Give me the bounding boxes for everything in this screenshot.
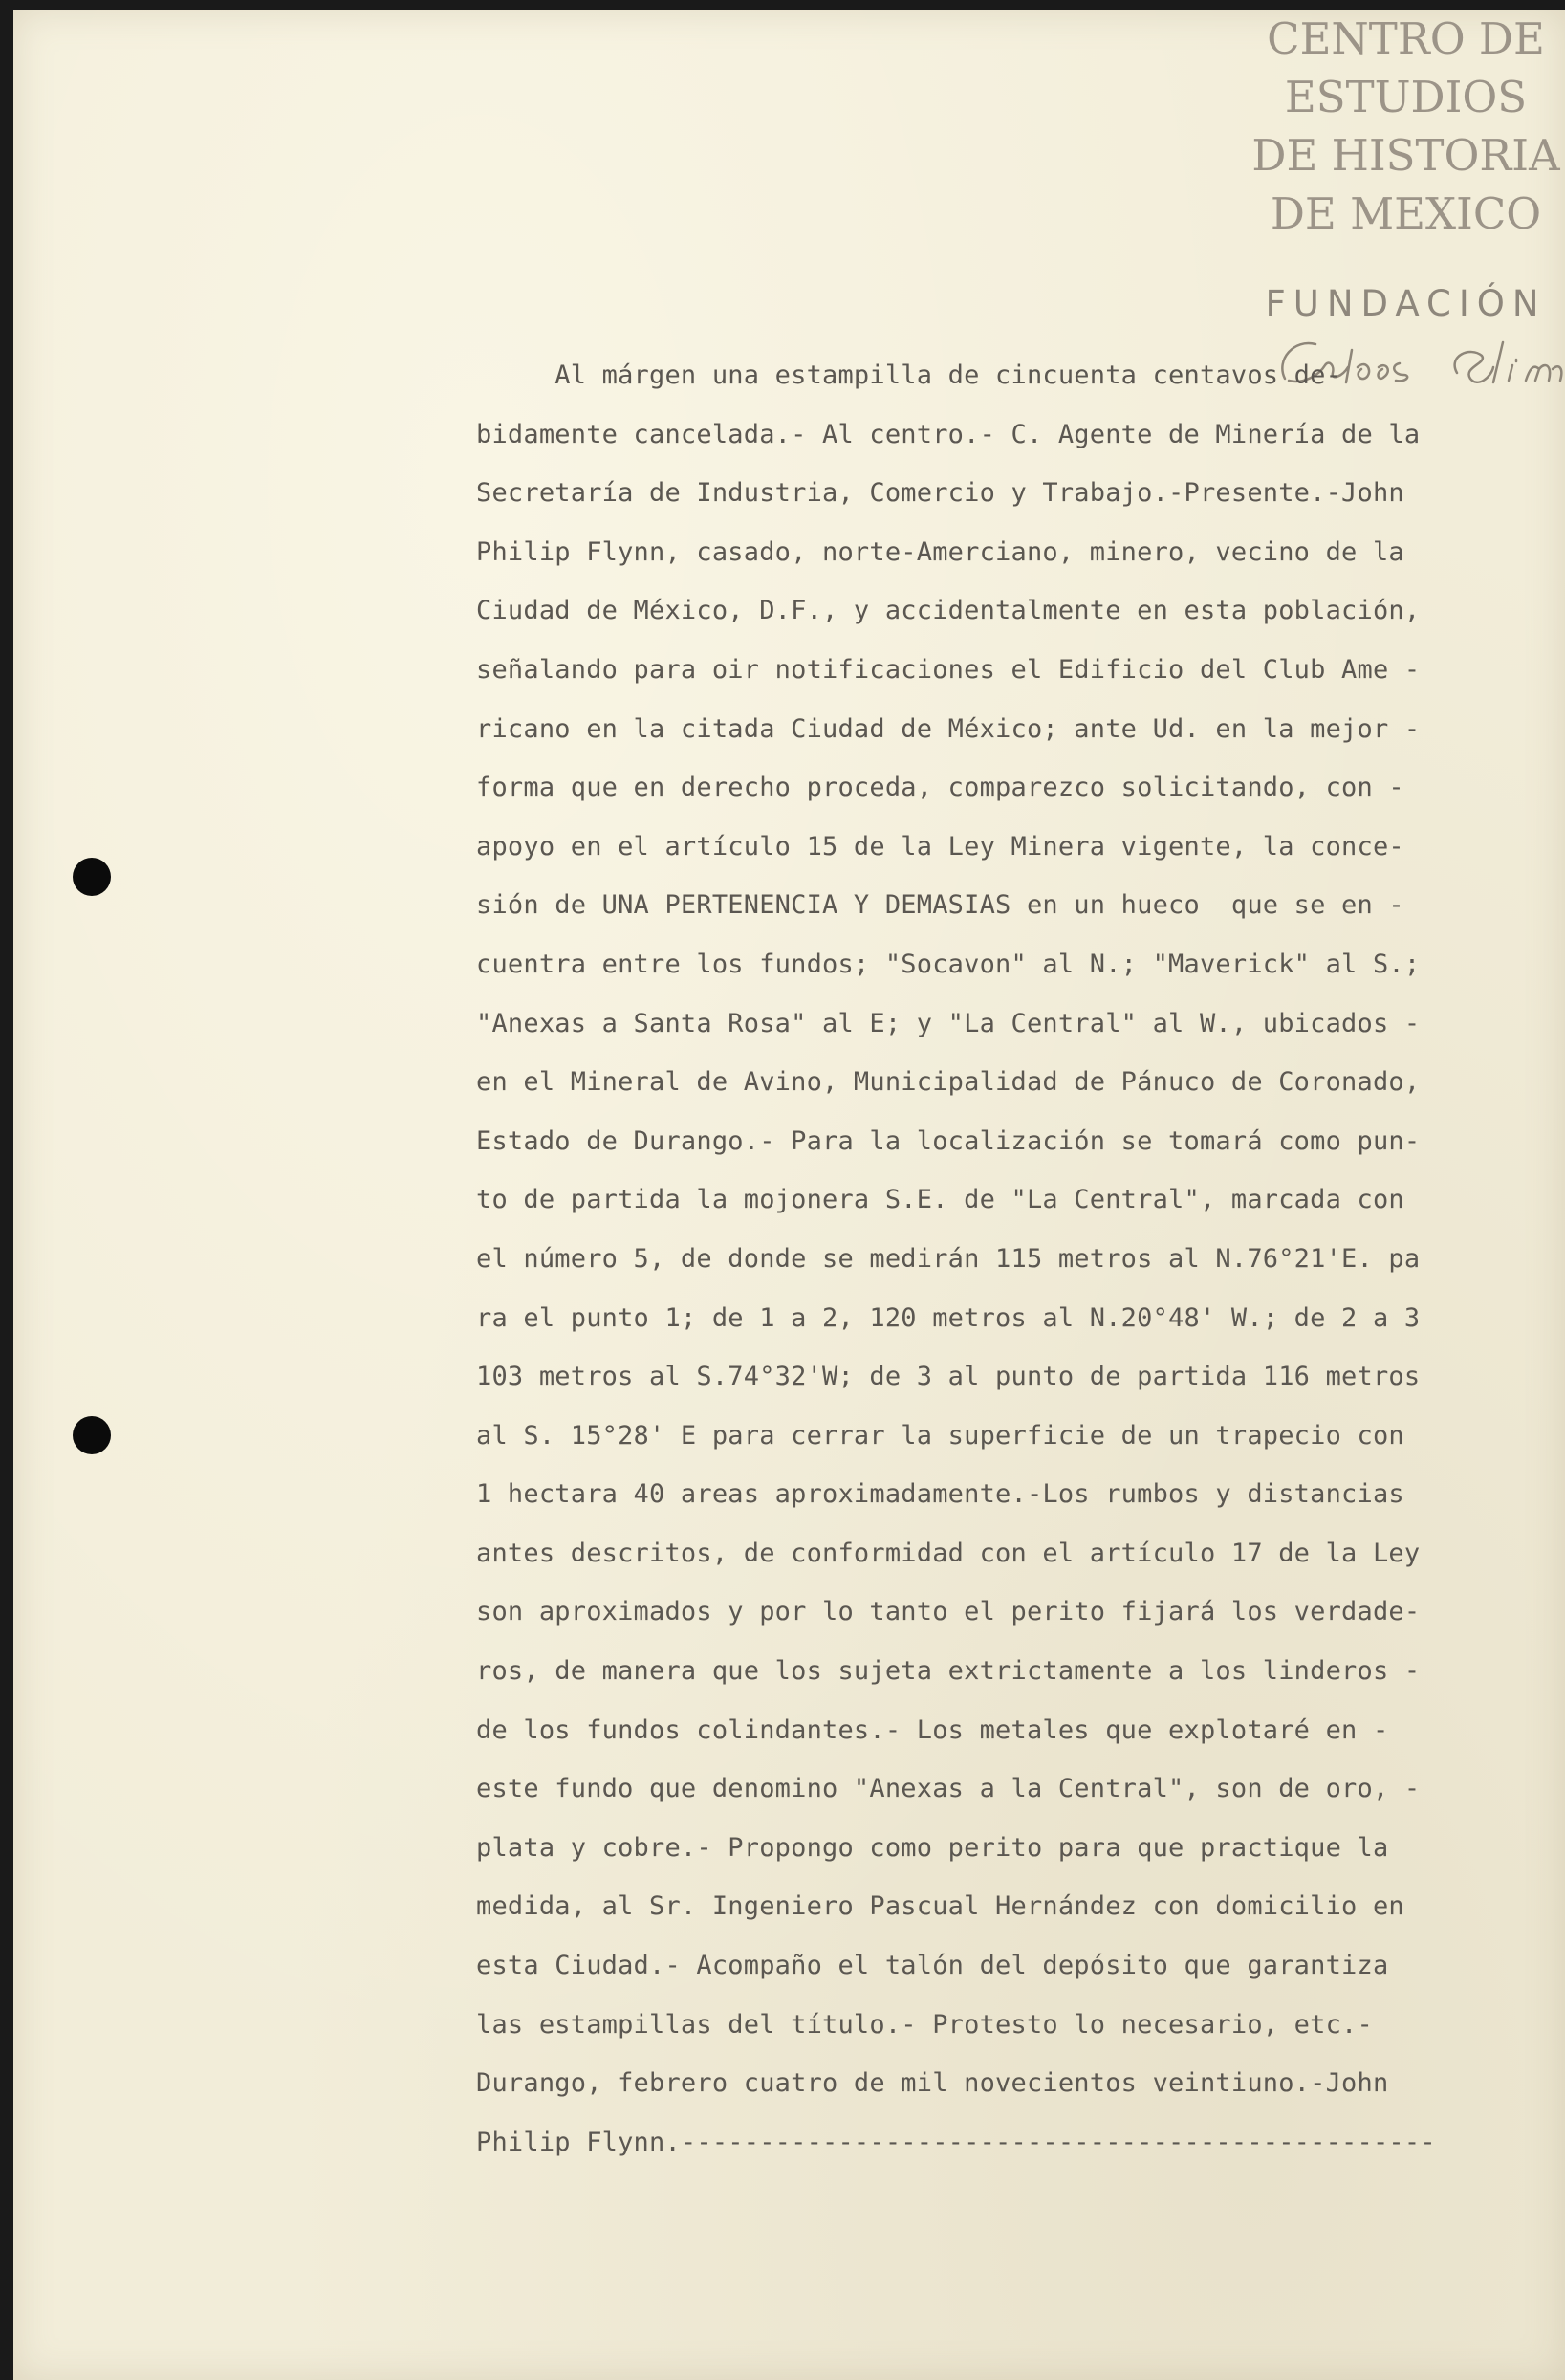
text-line: medida, al Sr. Ingeniero Pascual Hernández con domicilio en	[476, 1891, 1404, 1922]
text-line: este fundo que denomino "Anexas a la Central", son de oro, -	[476, 1774, 1421, 1804]
text-line: las estampillas del título.- Protesto lo necesario, etc.-	[476, 2009, 1373, 2040]
text-line: 103 metros al S.74°32'W; de 3 al punto de partida 116 metros	[476, 1362, 1421, 1392]
text-line: ros, de manera que los sujeta extrictamente a los linderos -	[476, 1656, 1421, 1687]
text-line: Al márgen una estampilla de cincuenta centavos de-	[476, 360, 1342, 390]
text-line: bidamente cancelada.- Al centro.- C. Agente de Minería de la	[476, 419, 1421, 449]
text-line: ricano en la citada Ciudad de México; ante Ud. en la mejor -	[476, 713, 1421, 744]
text-line: cuentra entre los fundos; "Socavon" al N.; "Maverick" al S.;	[476, 949, 1421, 979]
watermark-foundation: FUNDACIÓN	[1265, 283, 1547, 324]
text-line: en el Mineral de Avino, Municipalidad de Pánuco de Coronado,	[476, 1067, 1421, 1098]
text-line: plata y cobre.- Propongo como perito para que practique la	[476, 1832, 1389, 1863]
text-line: señalando para oir notificaciones el Edificio del Club Ame -	[476, 654, 1421, 685]
watermark-line-1: CENTRO DE	[1267, 13, 1545, 64]
watermark-line-4: DE MEXICO	[1270, 188, 1542, 239]
archive-watermark	[1247, 10, 1565, 324]
text-line: Philip Flynn.------------------------------------------------	[476, 2127, 1436, 2157]
text-line: el número 5, de donde se medirán 115 metros al N.76°21'E. pa	[476, 1243, 1421, 1274]
watermark-line-3: DE HISTORIA	[1251, 130, 1560, 181]
punch-hole-bottom	[73, 1416, 111, 1454]
text-line: al S. 15°28' E para cerrar la superficie de un trapecio con	[476, 1420, 1404, 1451]
text-line: Durango, febrero cuatro de mil novecientos veintiuno.-John	[476, 2068, 1389, 2099]
text-line: ra el punto 1; de 1 a 2, 120 metros al N.20°48' W.; de 2 a 3	[476, 1302, 1421, 1333]
typed-text-body	[476, 346, 1556, 2172]
text-line: Philip Flynn, casado, norte-Amerciano, minero, vecino de la	[476, 536, 1404, 567]
document-page	[13, 10, 1565, 2380]
text-line: sión de UNA PERTENENCIA Y DEMASIAS en un hueco que se en -	[476, 890, 1404, 921]
text-line: Ciudad de México, D.F., y accidentalmente en esta población,	[476, 596, 1421, 626]
text-line: Secretaría de Industria, Comercio y Trabajo.-Presente.-John	[476, 478, 1404, 509]
text-line: 1 hectara 40 areas aproximadamente.-Los rumbos y distancias	[476, 1479, 1404, 1510]
text-line: to de partida la mojonera S.E. de "La Central", marcada con	[476, 1185, 1404, 1215]
punch-hole-top	[73, 858, 111, 896]
text-line: apoyo en el artículo 15 de la Ley Minera vigente, la conce-	[476, 831, 1404, 862]
text-line: de los fundos colindantes.- Los metales que explotaré en -	[476, 1714, 1389, 1745]
watermark-line-2: ESTUDIOS	[1284, 72, 1528, 122]
text-line: esta Ciudad.- Acompaño el talón del depósito que garantiza	[476, 1951, 1389, 1981]
text-line: forma que en derecho proceda, comparezco solicitando, con -	[476, 773, 1404, 803]
text-line: "Anexas a Santa Rosa" al E; y "La Central" al W., ubicados -	[476, 1008, 1421, 1038]
text-line: son aproximados y por lo tanto el perito fijará los verdade-	[476, 1597, 1421, 1627]
text-line: Estado de Durango.- Para la localización se tomará como pun-	[476, 1125, 1421, 1156]
text-line: antes descritos, de conformidad con el artículo 17 de la Ley	[476, 1538, 1421, 1568]
